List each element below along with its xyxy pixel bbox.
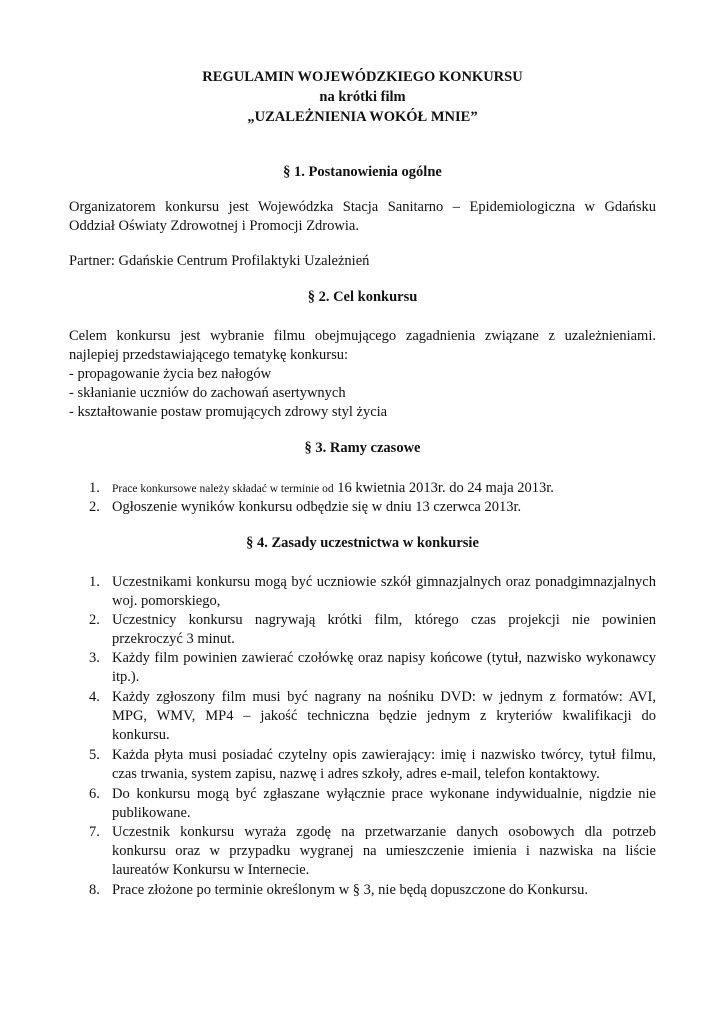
section4-heading: § 4. Zasady uczestnictwa w konkursie xyxy=(246,535,479,551)
list-number: 7. xyxy=(89,824,100,840)
timeline-item-2: Ogłoszenie wyników konkursu odbędzie się w dniu 13 czerwca 2013r. xyxy=(112,499,522,515)
section2-paragraph-line1: Celem konkursu jest wybranie filmu obejmującego zagadnienia związane z uzależnieniami. xyxy=(69,328,656,344)
rule-item-7 xyxy=(112,823,656,880)
rule-line: konkursu. xyxy=(112,727,170,743)
list-number: 8. xyxy=(89,882,100,898)
rule-line: Prace złożone po terminie określonym w § 3, nie będą dopuszczone do Konkursu. xyxy=(112,882,588,898)
section1-paragraph-line1: Organizatorem konkursu jest Wojewódzka Stacja Sanitarno – Epidemiologiczna w Gdańsku xyxy=(69,199,656,215)
rule-line: Uczestnicy konkursu nagrywają krótki film, którego czas projekcji nie powinien xyxy=(112,612,656,628)
section2-paragraph-line2: najlepiej przedstawiającego tematykę konkursu: xyxy=(69,347,349,363)
section2-heading: § 2. Cel konkursu xyxy=(307,289,418,305)
rule-line: woj. pomorskiego, xyxy=(112,593,221,609)
goal-bullet: - skłanianie uczniów do zachowań asertywnych xyxy=(69,385,346,401)
timeline-item-1 xyxy=(112,479,554,499)
rule-line: itp.). xyxy=(112,669,140,685)
rule-line: laureatów Konkursu w Internecie. xyxy=(112,862,310,878)
rule-item-2 xyxy=(112,611,656,649)
rule-line: konkursu oraz w przypadku wygranej na umieszczenie imienia i nazwiska na liście xyxy=(112,843,656,859)
partner-text: Partner: Gdańskie Centrum Profilaktyki Uzależnień xyxy=(69,253,370,269)
list-number: 1. xyxy=(89,480,100,496)
rule-line: przekroczyć 3 minut. xyxy=(112,631,235,647)
goal-bullet: - kształtowanie postaw promujących zdrowy styl życia xyxy=(69,404,388,420)
rule-line: Uczestnik konkursu wyraża zgodę na przetwarzanie danych osobowych dla potrzeb xyxy=(112,824,656,840)
document-title-line1: REGULAMIN WOJEWÓDZKIEGO KONKURSU xyxy=(202,69,523,85)
list-number: 2. xyxy=(89,499,100,515)
section1-paragraph-line2: Oddział Oświaty Zdrowotnej i Promocji Zdrowia. xyxy=(69,218,359,234)
rule-line: Każdy film powinien zawierać czołówkę oraz napisy końcowe (tytuł, nazwisko wykonawcy xyxy=(112,650,656,666)
timeline-item-1-small-text: Prace konkursowe należy składać w terminie od xyxy=(112,483,334,495)
rule-line: publikowane. xyxy=(112,805,191,821)
list-number: 6. xyxy=(89,786,100,802)
list-number: 3. xyxy=(89,650,100,666)
rule-item-6 xyxy=(112,785,656,823)
document-title-line2: na krótki film xyxy=(319,89,406,105)
list-number: 5. xyxy=(89,747,100,763)
rule-line: czas trwania, system zapisu, nazwę i adres szkoły, adres e-mail, telefon kontaktowy. xyxy=(112,766,600,782)
goal-bullet: - propagowanie życia bez nałogów xyxy=(69,366,272,382)
rule-item-4 xyxy=(112,688,656,745)
rule-line: Każdy zgłoszony film musi być nagrany na nośniku DVD: w jednym z formatów: AVI, xyxy=(112,689,656,705)
timeline-item-1-dates: 16 kwietnia 2013r. do 24 maja 2013r. xyxy=(337,480,554,496)
section1-heading: § 1. Postanowienia ogólne xyxy=(283,164,442,180)
list-number: 2. xyxy=(89,612,100,628)
rule-line: Do konkursu mogą być zgłaszane wyłącznie prace wykonane indywidualnie, nigdzie nie xyxy=(112,786,656,802)
rule-item-5 xyxy=(112,746,656,784)
list-number: 4. xyxy=(89,689,100,705)
rule-line: Uczestnikami konkursu mogą być uczniowie szkół gimnazjalnych oraz ponadgimnazjalnych xyxy=(112,574,656,590)
rule-line: MPG, WMV, MP4 – jakość techniczna będzie jednym z kryteriów kwalifikacji do xyxy=(112,708,656,724)
rule-line: Każda płyta musi posiadać czytelny opis zawierający: imię i nazwisko twórcy, tytuł filmu, xyxy=(112,747,656,763)
rule-item-3 xyxy=(112,649,656,687)
document-title-line3: „UZALEŻNIENIA WOKÓŁ MNIE” xyxy=(247,109,478,125)
section3-heading: § 3. Ramy czasowe xyxy=(304,440,421,456)
rule-item-1 xyxy=(112,573,656,611)
list-number: 1. xyxy=(89,574,100,590)
rule-item-8 xyxy=(112,881,656,900)
